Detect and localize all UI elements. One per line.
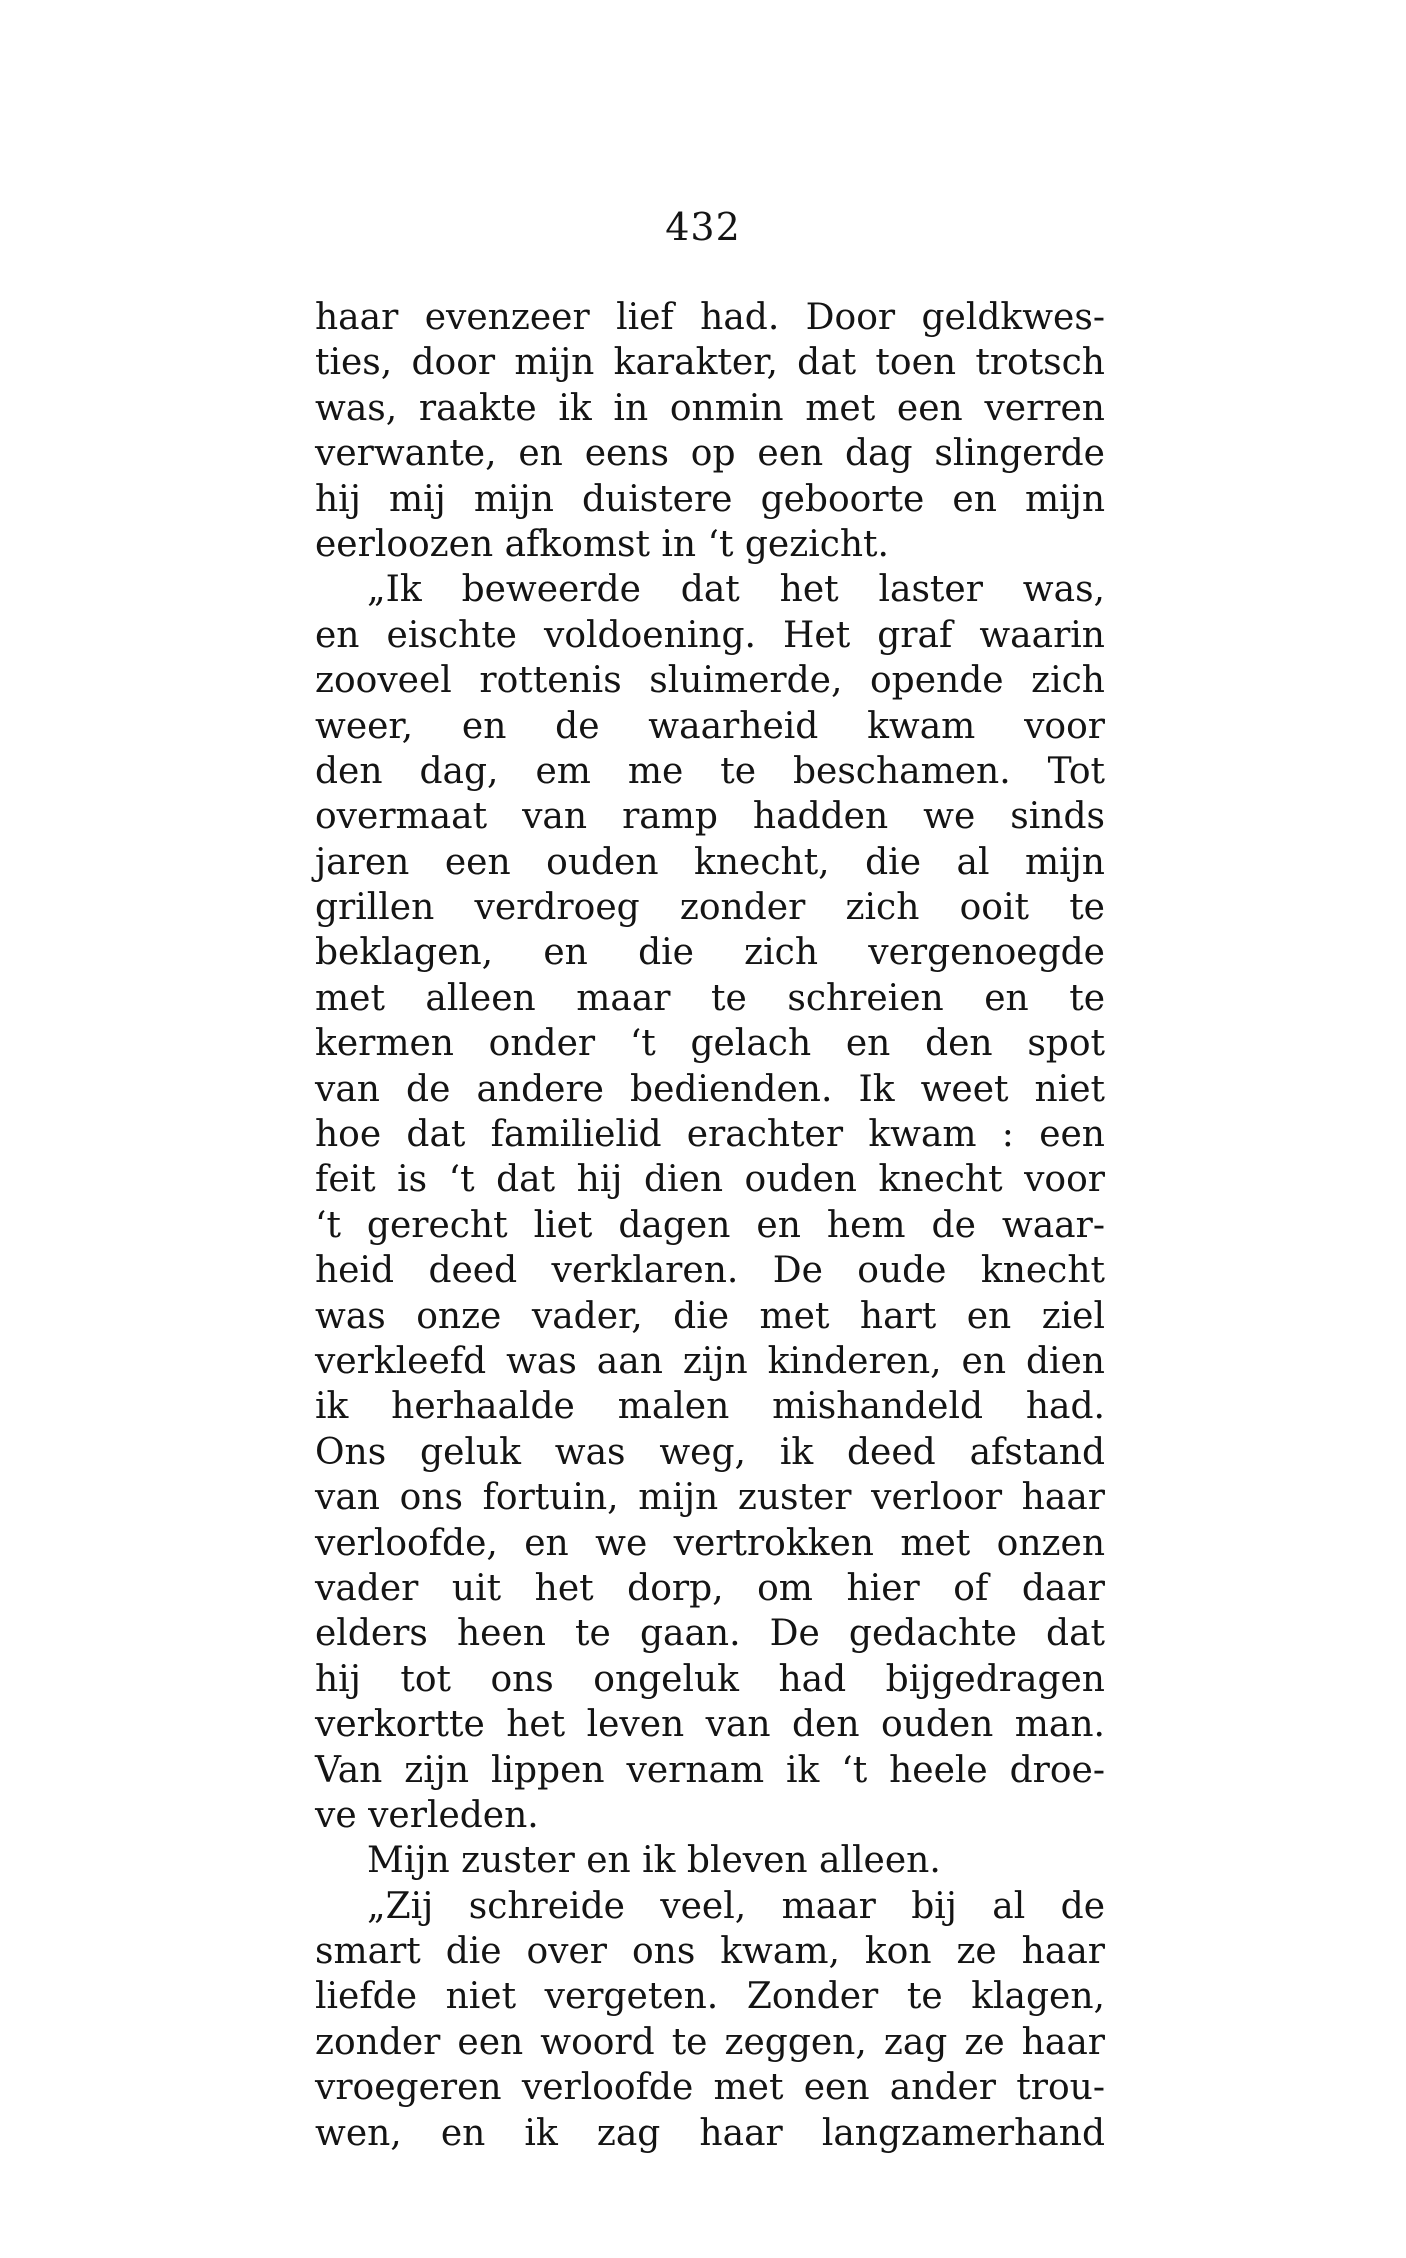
- text-line: van de andere bedienden. Ik weet niet: [315, 1068, 1105, 1110]
- text-line: Ons geluk was weg, ik deed afstand: [315, 1431, 1105, 1473]
- text-line: verwante, en eens op een dag slingerde: [315, 433, 1105, 475]
- text-line: vader uit het dorp, om hier of daar: [315, 1567, 1105, 1609]
- text-line: „Zij schreide veel, maar bij al de: [367, 1885, 1105, 1927]
- text-line: feit is ‘t dat hij dien ouden knecht voor: [315, 1159, 1105, 1201]
- text-line: jaren een ouden knecht, die al mijn: [315, 841, 1105, 883]
- text-line: den dag, em me te beschamen. Tot: [315, 750, 1105, 792]
- text-line: verkleefd was aan zijn kinderen, en dien: [315, 1340, 1105, 1382]
- text-line: verloofde, en we vertrokken met onzen: [315, 1522, 1105, 1564]
- page-number: 432: [665, 205, 741, 249]
- text-line: overmaat van ramp hadden we sinds: [315, 796, 1105, 838]
- text-line: liefde niet vergeten. Zonder te klagen,: [315, 1976, 1105, 2018]
- text-line: kermen onder ‘t gelach en den spot: [315, 1023, 1105, 1065]
- text-line: wen, en ik zag haar langzamerhand: [315, 2112, 1105, 2154]
- text-line: zooveel rottenis sluimerde, opende zich: [315, 660, 1105, 702]
- text-line: en eischte voldoening. Het graf waarin: [315, 614, 1105, 656]
- text-line: haar evenzeer lief had. Door geldkwes-: [315, 297, 1105, 338]
- text-line: was, raakte ik in onmin met een verren: [315, 387, 1105, 429]
- text-line: elders heen te gaan. De gedachte dat: [315, 1613, 1105, 1655]
- text-line: grillen verdroeg zonder zich ooit te: [315, 887, 1105, 929]
- text-line: ve verleden.: [315, 1794, 539, 1836]
- text-line: beklagen, en die zich vergenoegde: [315, 932, 1105, 974]
- text-line: „Ik beweerde dat het laster was,: [367, 569, 1105, 611]
- text-line: van ons fortuin, mijn zuster verloor haar: [315, 1477, 1105, 1519]
- text-line: Mijn zuster en ik bleven alleen.: [367, 1840, 941, 1882]
- text-line: hoe dat familielid erachter kwam : een: [315, 1114, 1105, 1156]
- body-text: [315, 295, 1105, 2156]
- text-line: met alleen maar te schreien en te: [315, 977, 1105, 1019]
- text-line: hij tot ons ongeluk had bijgedragen: [315, 1658, 1105, 1700]
- text-line: ‘t gerecht liet dagen en hem de waar-: [315, 1204, 1105, 1246]
- text-line: was onze vader, die met hart en ziel: [315, 1295, 1105, 1337]
- text-line: ik herhaalde malen mishandeld had.: [315, 1386, 1105, 1428]
- text-line: hij mij mijn duistere geboorte en mijn: [315, 478, 1105, 520]
- text-line: verkortte het leven van den ouden man.: [315, 1704, 1105, 1746]
- text-line: smart die over ons kwam, kon ze haar: [315, 1931, 1105, 1973]
- text-line: weer, en de waarheid kwam voor: [315, 705, 1105, 747]
- text-line: zonder een woord te zeggen, zag ze haar: [315, 2021, 1105, 2063]
- text-line: Van zijn lippen vernam ik ‘t heele droe-: [315, 1749, 1105, 1791]
- text-line: ties, door mijn karakter, dat toen trotsch: [315, 342, 1105, 384]
- text-line: vroegeren verloofde met een ander trou-: [315, 2067, 1105, 2109]
- text-line: heid deed verklaren. De oude knecht: [315, 1250, 1105, 1292]
- text-line: eerloozen afkomst in ‘t gezicht.: [315, 523, 889, 565]
